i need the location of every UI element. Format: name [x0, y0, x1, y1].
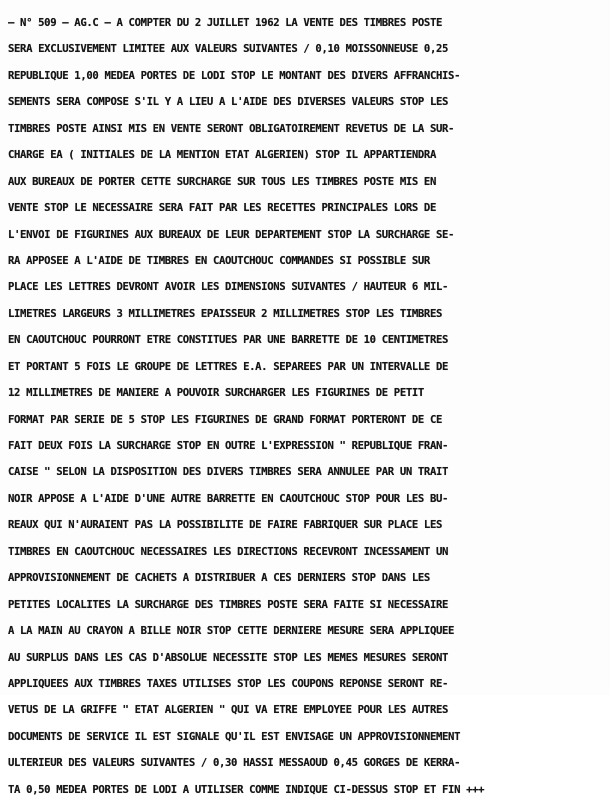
text-line-25: AU SURPLUS DANS LES CAS D'ABSOLUE NECESSITE STOP LES MEMES MESURES SERONT: [8, 651, 449, 664]
text-line-10: RA APPOSEE A L'AIDE DE TIMBRES EN CAOUTCHOUC COMMANDES SI POSSIBLE SUR: [8, 254, 430, 267]
text-line-23: PETITES LOCALITES LA SURCHARGE DES TIMBRES POSTE SERA FAITE SI NECESSAIRE: [8, 598, 449, 611]
text-line-8: VENTE STOP LE NECESSAIRE SERA FAIT PAR LES RECETTES PRINCIPALES LORS DE: [8, 202, 436, 215]
text-line-3: REPUBLIQUE 1,00 MEDEA PORTES DE LODI STOP LE MONTANT DES DIVERS AFFRANCHIS-: [8, 69, 461, 82]
text-line-26: APPLIQUEES AUX TIMBRES TAXES UTILISES STOP LES COUPONS REPONSE SERONT RE-: [8, 677, 449, 690]
text-line-1: – N° 509 – AG.C – A COMPTER DU 2 JUILLET 1962 LA VENTE DES TIMBRES POSTE: [8, 17, 443, 29]
text-line-13: EN CAOUTCHOUC POURRONT ETRE CONSTITUES PAR UNE BARRETTE DE 10 CENTIMETRES: [8, 334, 449, 347]
text-line-12: LIMETRES LARGEURS 3 MILLIMETRES EPAISSEUR 2 MILLIMETRES STOP LES TIMBRES: [8, 307, 443, 320]
text-line-15: 12 MILLIMETRES DE MANIERE A POUVOIR SURCHARGER LES FIGURINES DE PETIT: [8, 387, 424, 400]
text-line-18: CAISE " SELON LA DISPOSITION DES DIVERS TIMBRES SERA ANNULEE PAR UN TRAIT: [8, 466, 449, 479]
text-line-4: SEMENTS SERA COMPOSE S'IL Y A LIEU A L'AIDE DES DIVERSES VALEURS STOP LES: [8, 96, 449, 109]
text-line-28: DOCUMENTS DE SERVICE IL EST SIGNALE QU'IL EST ENVISAGE UN APPROVISIONNEMENT: [8, 730, 461, 743]
text-line-5: TIMBRES POSTE AINSI MIS EN VENTE SERONT OBLIGATOIREMENT REVETUS DE LA SUR-: [8, 122, 455, 135]
text-line-7: AUX BUREAUX DE PORTER CETTE SURCHARGE SUR TOUS LES TIMBRES POSTE MIS EN: [8, 175, 436, 188]
text-line-16: FORMAT PAR SERIE DE 5 STOP LES FIGURINES DE GRAND FORMAT PORTERONT DE CE: [8, 413, 443, 426]
text-line-6: CHARGE EA ( INITIALES DE LA MENTION ETAT ALGERIEN) STOP IL APPARTIENDRA: [8, 149, 436, 162]
text-line-22: APPROVISIONNEMENT DE CACHETS A DISTRIBUER A CES DERNIERS STOP DANS LES: [8, 572, 430, 585]
text-line-14: ET PORTANT 5 FOIS LE GROUPE DE LETTRES E.A. SEPAREES PAR UN INTERVALLE DE: [8, 360, 449, 373]
text-line-19: NOIR APPOSE A L'AIDE D'UNE AUTRE BARRETTE EN CAOUTCHOUC STOP POUR LES BU-: [8, 492, 449, 505]
text-line-11: PLACE LES LETTRES DEVRONT AVOIR LES DIMENSIONS SUIVANTES / HAUTEUR 6 MIL-: [8, 281, 449, 294]
text-line-24: A LA MAIN AU CRAYON A BILLE NOIR STOP CETTE DERNIERE MESURE SERA APPLIQUEE: [8, 625, 455, 638]
text-line-20: REAUX QUI N'AURAIENT PAS LA POSSIBILITE DE FAIRE FABRIQUER SUR PLACE LES: [8, 519, 443, 532]
text-line-27: VETUS DE LA GRIFFE " ETAT ALGERIEN " QUI VA ETRE EMPLOYEE POUR LES AUTRES: [8, 704, 449, 717]
telegram-text: [8, 10, 608, 803]
text-line-2: SERA EXCLUSIVEMENT LIMITEE AUX VALEURS SUIVANTES / 0,10 MOISSONNEUSE 0,25: [8, 43, 449, 56]
text-line-21: TIMBRES EN CAOUTCHOUC NECESSAIRES LES DIRECTIONS RECEVRONT INCESSAMENT UN: [8, 545, 449, 558]
text-line-30: TA 0,50 MEDEA PORTES DE LODI A UTILISER COMME INDIQUE CI-DESSUS STOP ET FIN +++: [8, 783, 485, 796]
text-line-29: ULTERIEUR DES VALEURS SUIVANTES / 0,30 HASSI MESSAOUD 0,45 GORGES DE KERRA-: [8, 757, 461, 770]
text-line-17: FAIT DEUX FOIS LA SURCHARGE STOP EN OUTRE L'EXPRESSION " REPUBLIQUE FRAN-: [8, 440, 449, 452]
text-line-9: L'ENVOI DE FIGURINES AUX BUREAUX DE LEUR DEPARTEMENT STOP LA SURCHARGE SE-: [8, 228, 455, 241]
